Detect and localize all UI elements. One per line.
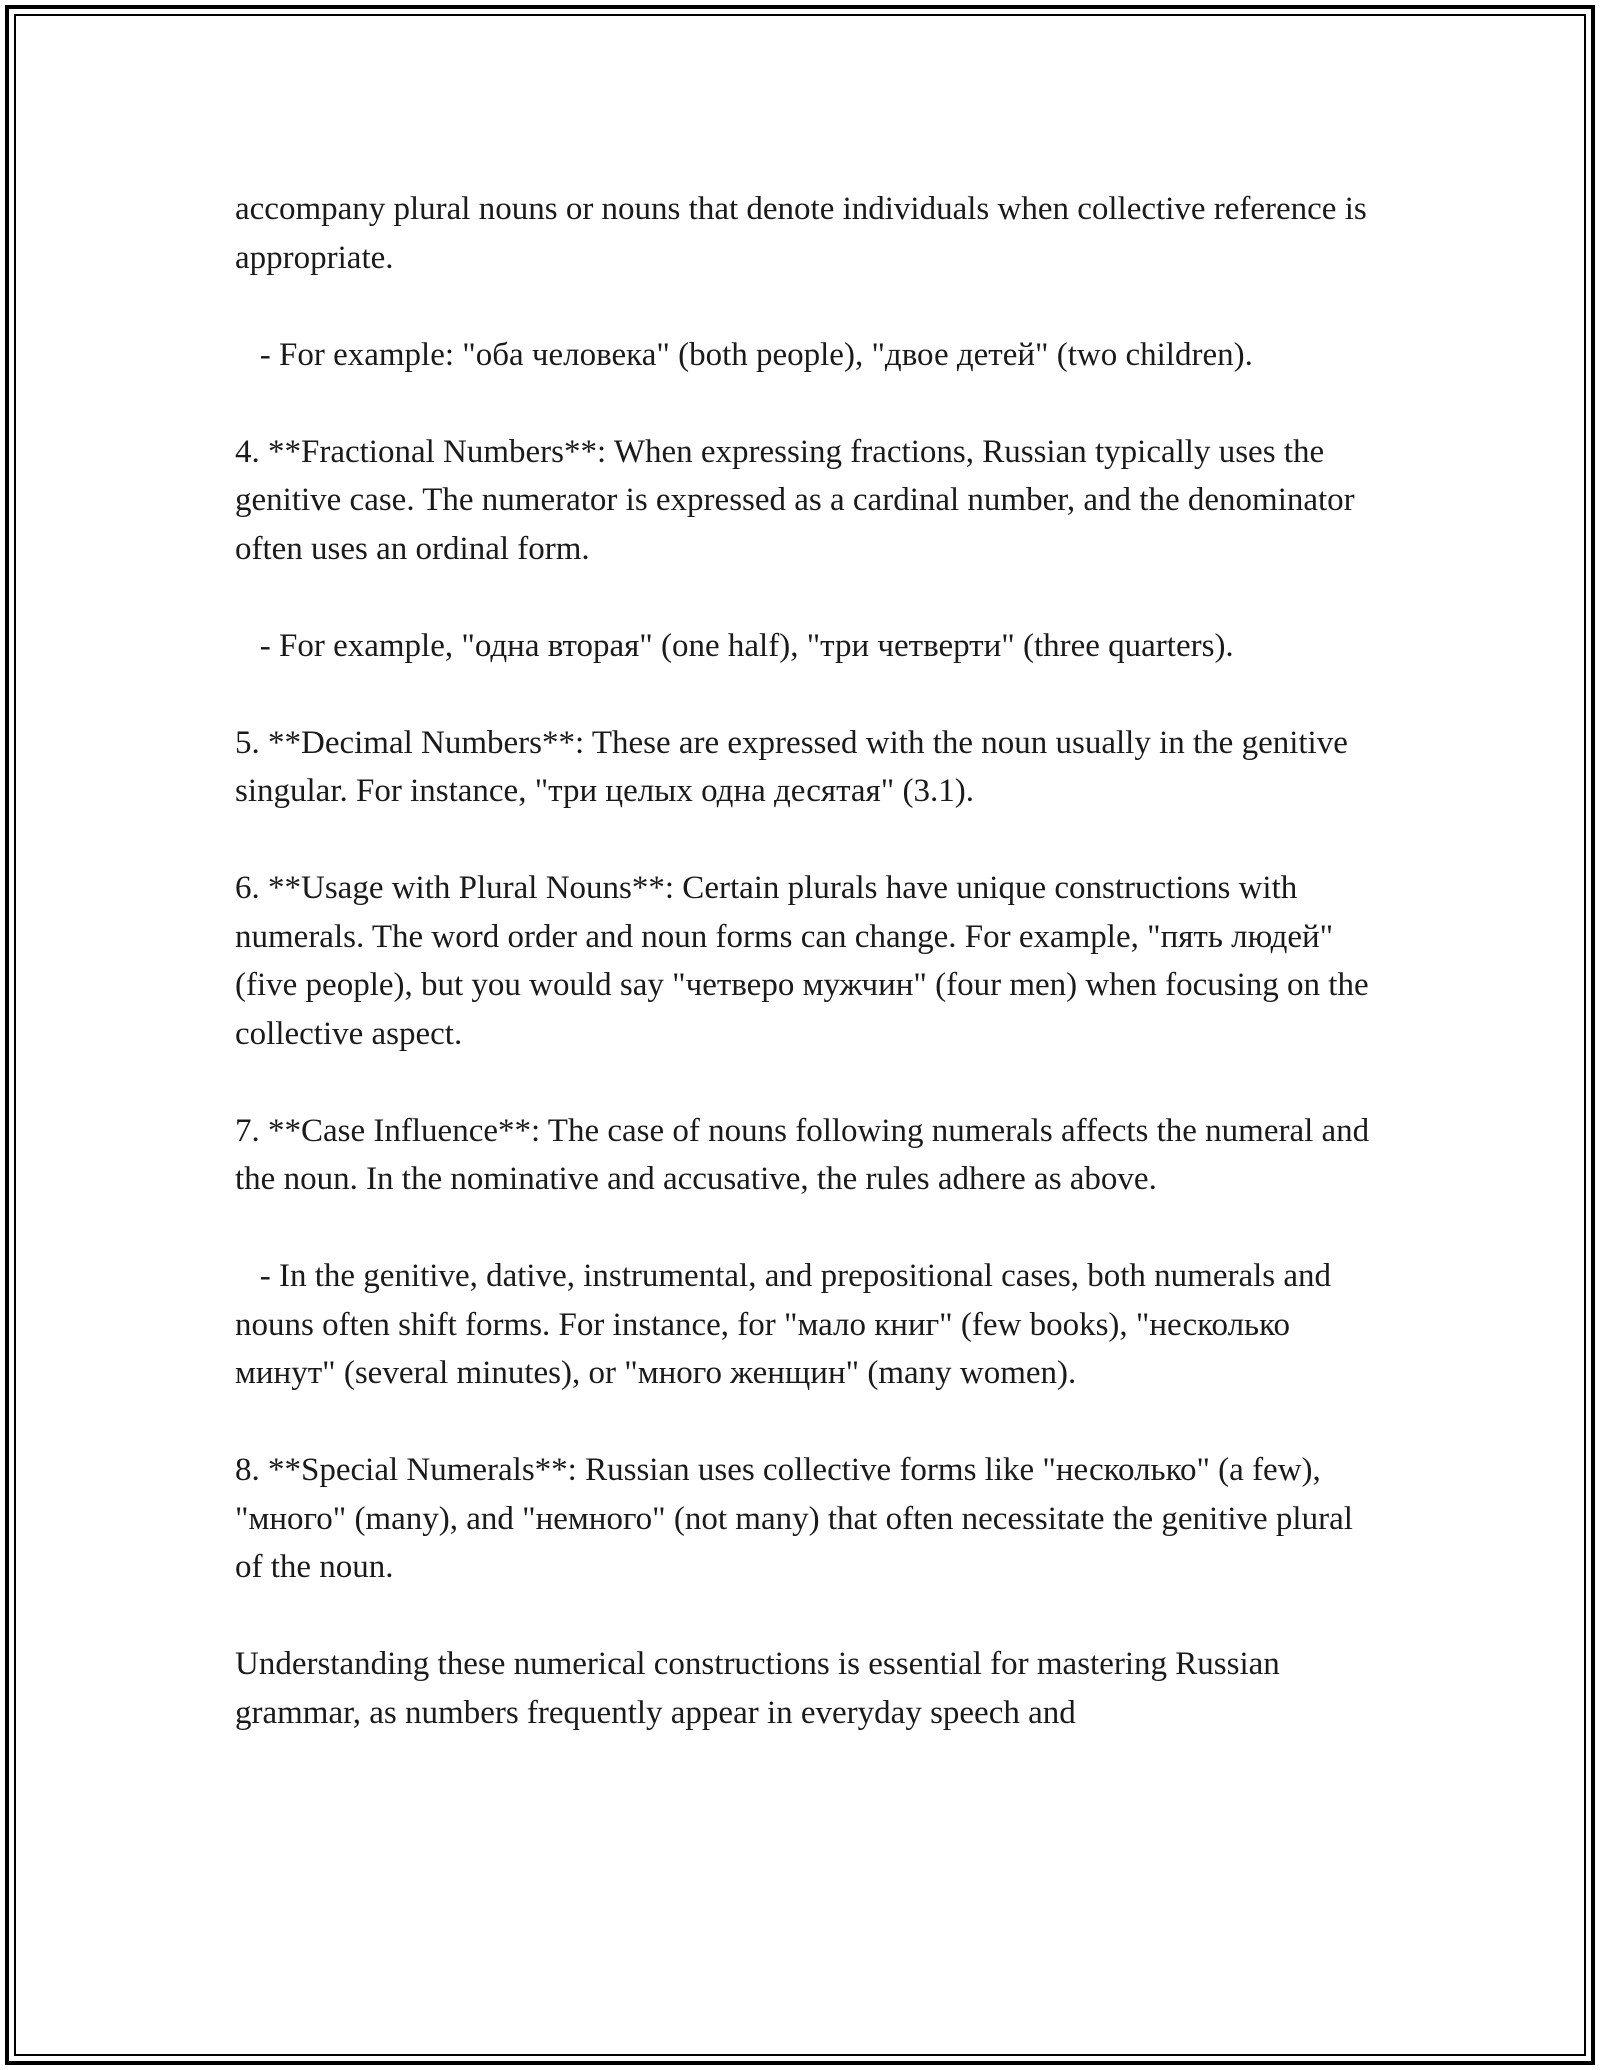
paragraph-special-numerals: 8. **Special Numerals**: Russian uses collective forms like "несколько" (a few), "много" (many), and "немного" (not many) that often necessitate the genitive plural of the noun.	[235, 1452, 1362, 1585]
paragraph-decimal-numbers: 5. **Decimal Numbers**: These are expressed with the noun usually in the genitive singular. For instance, "три целых одна десятая" (3.1).	[235, 724, 1357, 809]
document-body	[235, 185, 1380, 1737]
paragraph-case-influence-detail: - In the genitive, dative, instrumental, and prepositional cases, both numerals and nouns often shift forms. For instance, for "мало книг" (few books), "несколько минут" (several minutes), or "много женщин" (many women).	[235, 1258, 1340, 1391]
paragraph-plural-nouns: 6. **Usage with Plural Nouns**: Certain plurals have unique constructions with numerals. The word order and noun forms can change. For example, "пять людей" (five people), but you would say "четверо мужчин" (four men) when focusing on the collective aspect.	[235, 870, 1377, 1052]
paragraph-conclusion: Understanding these numerical constructions is essential for mastering Russian grammar, as numbers frequently appear in everyday speech and	[235, 1646, 1289, 1731]
paragraph-fractional-example: - For example, "одна вторая" (one half), "три четверти" (three quarters).	[235, 627, 1234, 664]
paragraph-collective-example: - For example: "оба человека" (both people), "двое детей" (two children).	[235, 336, 1253, 373]
paragraph-collective-continuation: accompany plural nouns or nouns that denote individuals when collective reference is appropriate.	[235, 191, 1375, 276]
paragraph-case-influence: 7. **Case Influence**: The case of nouns following numerals affects the numeral and the noun. In the nominative and accusative, the rules adhere as above.	[235, 1112, 1378, 1197]
paragraph-fractional-numbers: 4. **Fractional Numbers**: When expressing fractions, Russian typically uses the genitive case. The numerator is expressed as a cardinal number, and the denominator often uses an ordinal form.	[235, 433, 1363, 567]
